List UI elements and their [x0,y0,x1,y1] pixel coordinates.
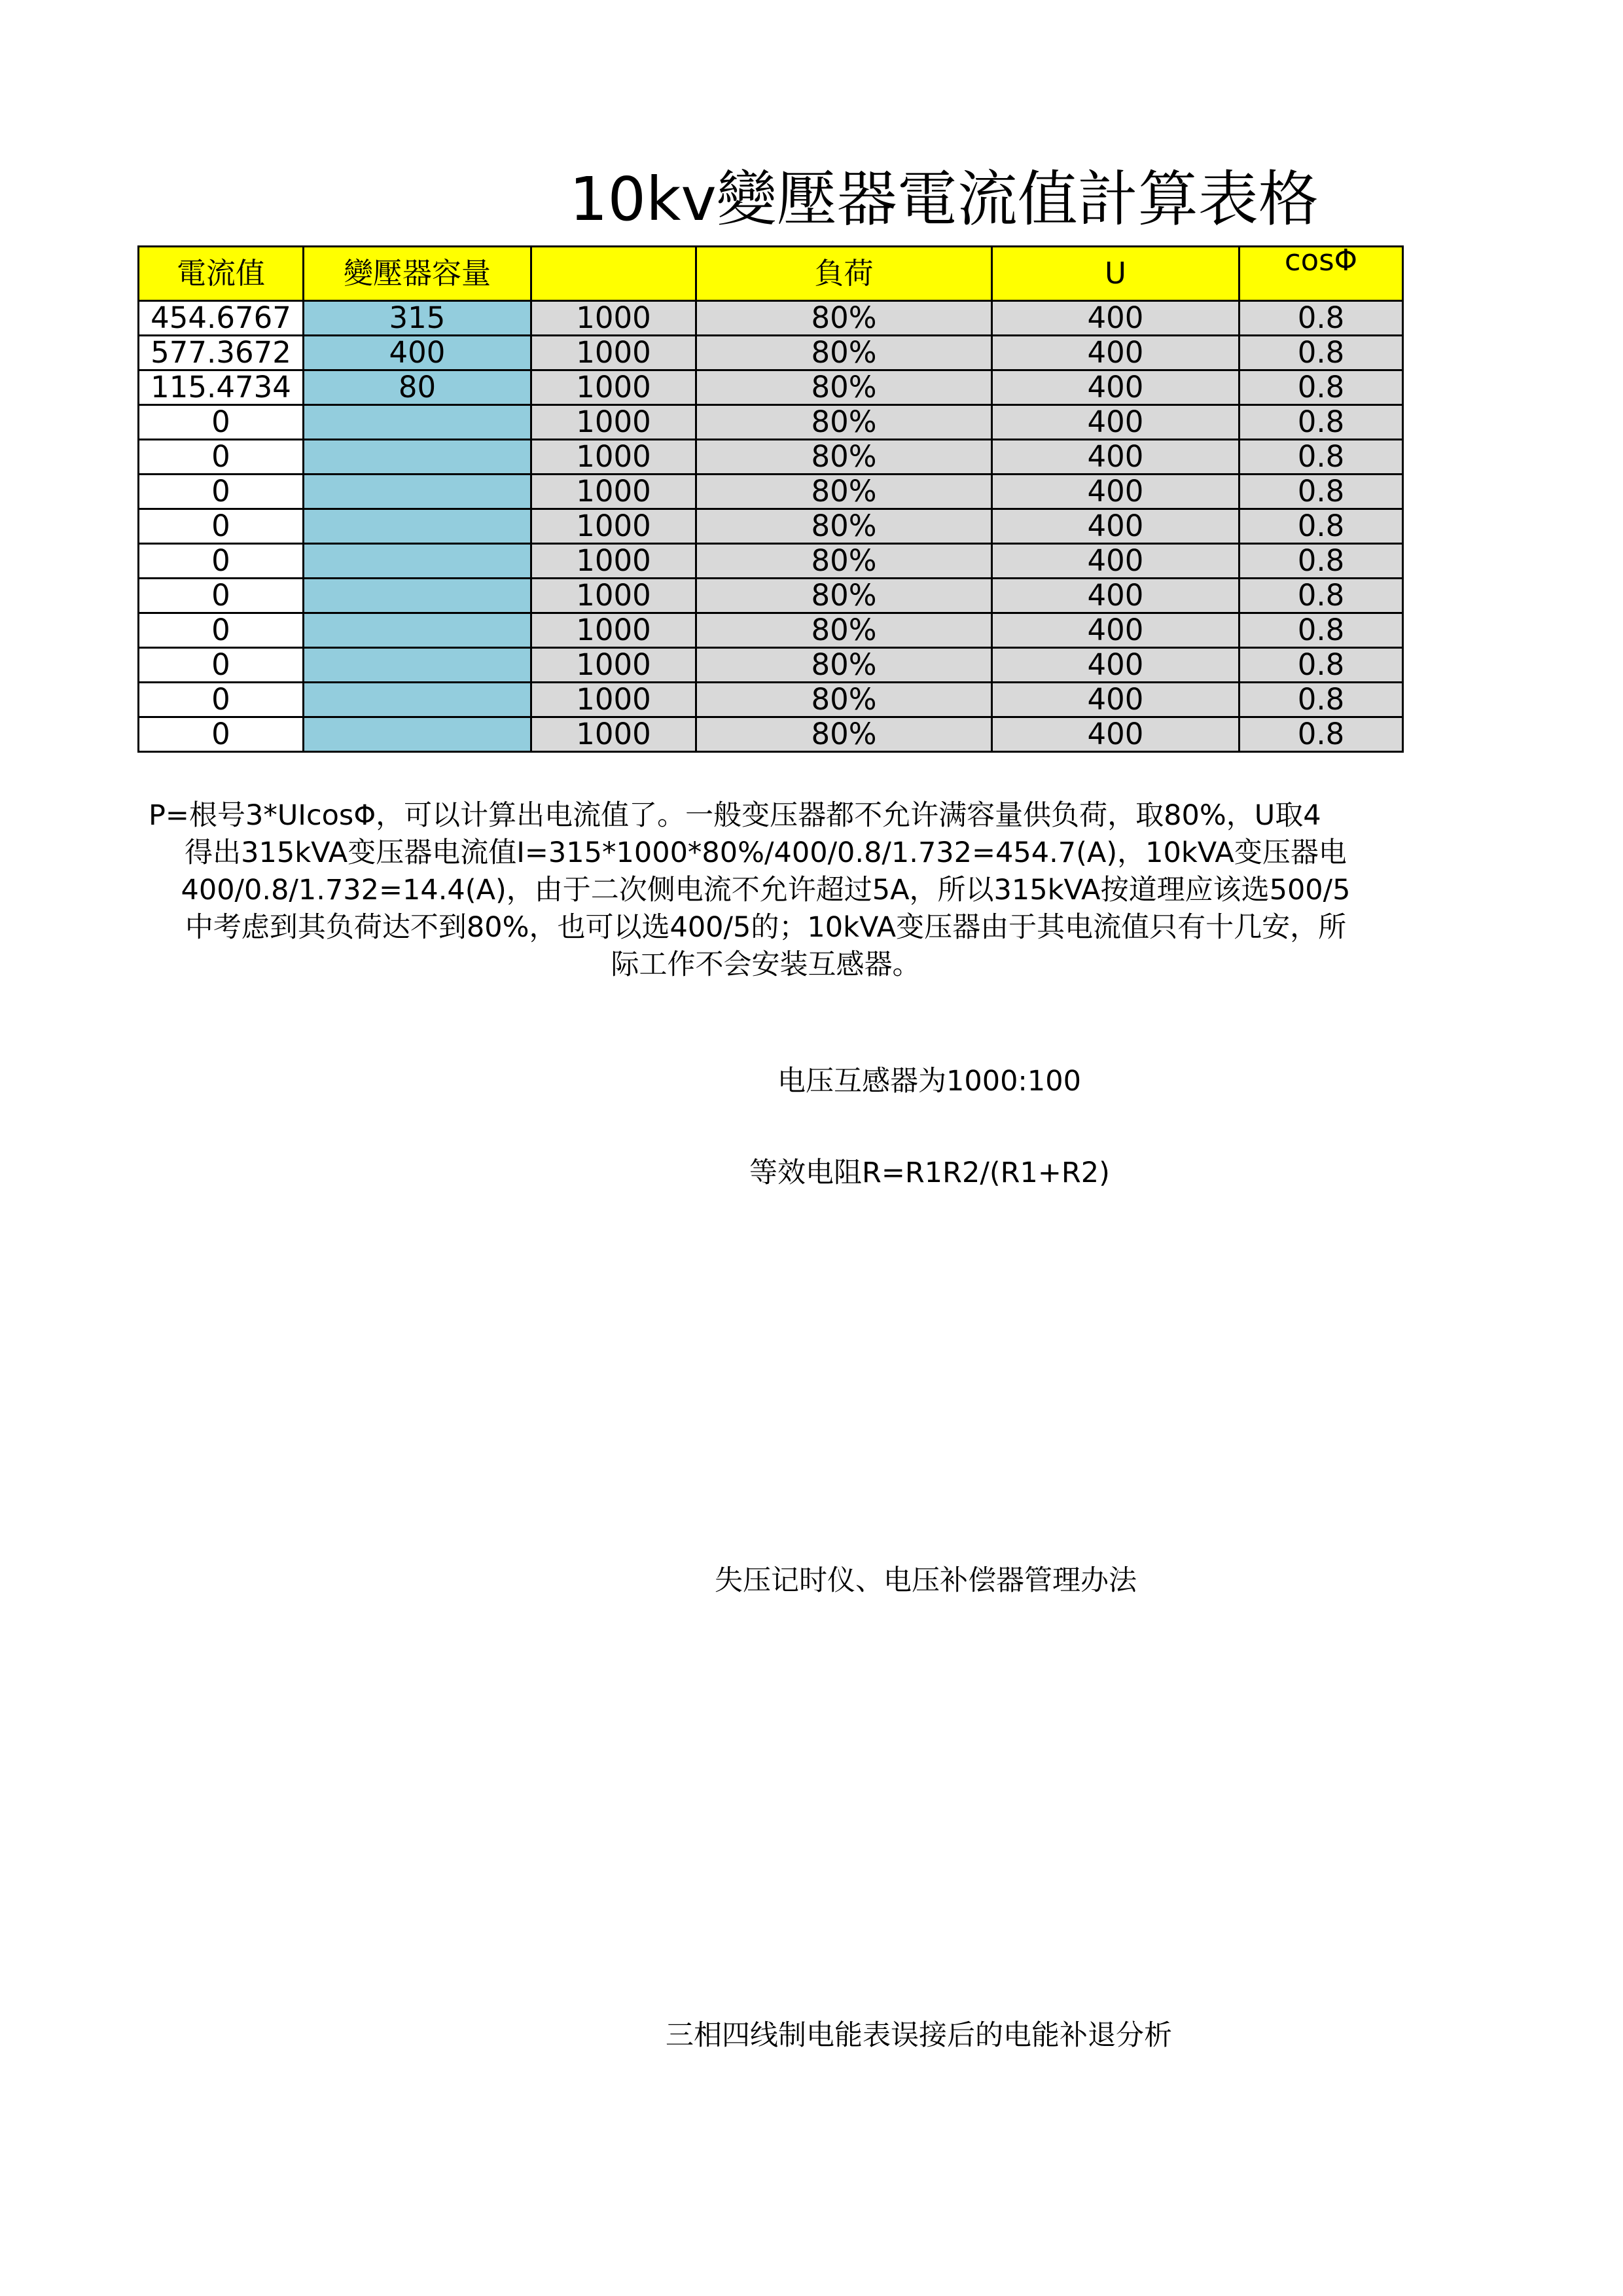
cell-voltage[interactable]: 400 [992,509,1240,544]
cell-voltage[interactable]: 400 [992,683,1240,717]
cell-power-factor[interactable]: 0.8 [1240,509,1403,544]
table-row [139,440,1403,475]
cell-load[interactable]: 80% [696,683,992,717]
cell-power-factor[interactable]: 0.8 [1240,405,1403,440]
cell-voltage[interactable]: 400 [992,440,1240,475]
note-line: 际工作不会安装互感器。 [611,948,921,981]
table-row [139,336,1403,370]
cell-rating[interactable]: 1000 [531,683,696,717]
cell-rating[interactable]: 1000 [531,370,696,405]
cell-voltage[interactable]: 400 [992,475,1240,509]
cell-voltage[interactable]: 400 [992,301,1240,336]
cell-power-factor[interactable]: 0.8 [1240,440,1403,475]
cell-power-factor[interactable]: 0.8 [1240,370,1403,405]
cell-current[interactable]: 577.3672 [139,336,304,370]
cell-power-factor[interactable]: 0.8 [1240,475,1403,509]
cell-capacity[interactable] [304,579,531,613]
cell-current[interactable]: 0 [139,683,304,717]
cell-load[interactable]: 80% [696,509,992,544]
cell-load[interactable]: 80% [696,613,992,648]
cell-load[interactable]: 80% [696,717,992,752]
cell-capacity[interactable] [304,440,531,475]
meter-analysis-text: 三相四线制电能表误接后的电能补退分析 [666,2019,1172,2052]
cell-current[interactable]: 0 [139,717,304,752]
cell-current[interactable]: 0 [139,509,304,544]
cell-current[interactable]: 0 [139,544,304,579]
cell-capacity[interactable] [304,717,531,752]
note-line: 中考虑到其负荷达不到80%，也可以选400/5的；10kVA变压器由于其电流值只有十几安，所 [185,911,1347,944]
note-line: 400/0.8/1.732=14.4(A)，由于二次侧电流不允许超过5A，所以315kVA按道理应该选500/5 [181,874,1351,906]
table-row [139,648,1403,683]
table-row [139,613,1403,648]
cell-rating[interactable]: 1000 [531,648,696,683]
cell-capacity[interactable] [304,509,531,544]
cell-load[interactable]: 80% [696,336,992,370]
table-row [139,717,1403,752]
cell-rating[interactable]: 1000 [531,544,696,579]
cell-voltage[interactable]: 400 [992,717,1240,752]
cell-load[interactable]: 80% [696,440,992,475]
header-voltage: U [992,247,1240,301]
cell-capacity[interactable]: 400 [304,336,531,370]
cell-current[interactable]: 0 [139,579,304,613]
cell-rating[interactable]: 1000 [531,717,696,752]
header-capacity: 變壓器容量 [304,247,531,301]
cell-load[interactable]: 80% [696,370,992,405]
cell-load[interactable]: 80% [696,648,992,683]
cell-load[interactable]: 80% [696,475,992,509]
cell-current[interactable]: 115.4734 [139,370,304,405]
cell-voltage[interactable]: 400 [992,648,1240,683]
cell-voltage[interactable]: 400 [992,544,1240,579]
cell-voltage[interactable]: 400 [992,370,1240,405]
header-blank [531,247,696,301]
cell-rating[interactable]: 1000 [531,579,696,613]
table-row [139,475,1403,509]
header-row [139,247,1403,301]
cell-capacity[interactable] [304,475,531,509]
cell-current[interactable]: 0 [139,440,304,475]
cell-current[interactable]: 0 [139,475,304,509]
cell-power-factor[interactable]: 0.8 [1240,648,1403,683]
cell-capacity[interactable]: 315 [304,301,531,336]
pt-ratio-text: 电压互感器为1000:100 [777,1065,1081,1098]
sheet-title: 10kv變壓器電流值計算表格 [569,164,1319,234]
cell-power-factor[interactable]: 0.8 [1240,579,1403,613]
table-row [139,301,1403,336]
calc-table [137,245,1404,753]
note-line: 得出315kVA变压器电流值I=315*1000*80%/400/0.8/1.732=454.7(A)，10kVA变压器电 [185,836,1347,869]
cell-current[interactable]: 0 [139,648,304,683]
explanation-note [137,797,1394,987]
table-row [139,579,1403,613]
cell-rating[interactable]: 1000 [531,301,696,336]
table-row [139,544,1403,579]
note-line: P=根号3*UIcosΦ，可以计算出电流值了。一般变压器都不允许满容量供负荷，取80%，U取4 [149,799,1321,832]
cell-load[interactable]: 80% [696,544,992,579]
table-row [139,509,1403,544]
cell-capacity[interactable]: 80 [304,370,531,405]
cell-load[interactable]: 80% [696,405,992,440]
cell-power-factor[interactable]: 0.8 [1240,336,1403,370]
header-current: 電流值 [139,247,304,301]
cell-voltage[interactable]: 400 [992,613,1240,648]
cell-capacity[interactable] [304,613,531,648]
recorder-rules-text: 失压记时仪、电压补偿器管理办法 [715,1564,1137,1597]
cell-capacity[interactable] [304,544,531,579]
cell-current[interactable]: 454.6767 [139,301,304,336]
cell-rating[interactable]: 1000 [531,509,696,544]
cell-rating[interactable]: 1000 [531,440,696,475]
cell-capacity[interactable] [304,648,531,683]
header-power-factor: cosΦ [1240,247,1403,301]
cell-power-factor[interactable]: 0.8 [1240,613,1403,648]
cell-capacity[interactable] [304,683,531,717]
header-load: 負荷 [696,247,992,301]
cell-rating[interactable]: 1000 [531,405,696,440]
cell-load[interactable]: 80% [696,301,992,336]
table-row [139,405,1403,440]
cell-capacity[interactable] [304,405,531,440]
table-row [139,370,1403,405]
cell-power-factor[interactable]: 0.8 [1240,301,1403,336]
cell-load[interactable]: 80% [696,579,992,613]
equivalent-resistance-text: 等效电阻R=R1R2/(R1+R2) [749,1157,1110,1189]
cell-current[interactable]: 0 [139,613,304,648]
cell-rating[interactable]: 1000 [531,613,696,648]
cell-voltage[interactable]: 400 [992,405,1240,440]
cell-power-factor[interactable]: 0.8 [1240,544,1403,579]
cell-voltage[interactable]: 400 [992,579,1240,613]
cell-power-factor[interactable]: 0.8 [1240,683,1403,717]
table-row [139,683,1403,717]
cell-current[interactable]: 0 [139,405,304,440]
cell-power-factor[interactable]: 0.8 [1240,717,1403,752]
cell-rating[interactable]: 1000 [531,336,696,370]
cell-voltage[interactable]: 400 [992,336,1240,370]
cell-rating[interactable]: 1000 [531,475,696,509]
